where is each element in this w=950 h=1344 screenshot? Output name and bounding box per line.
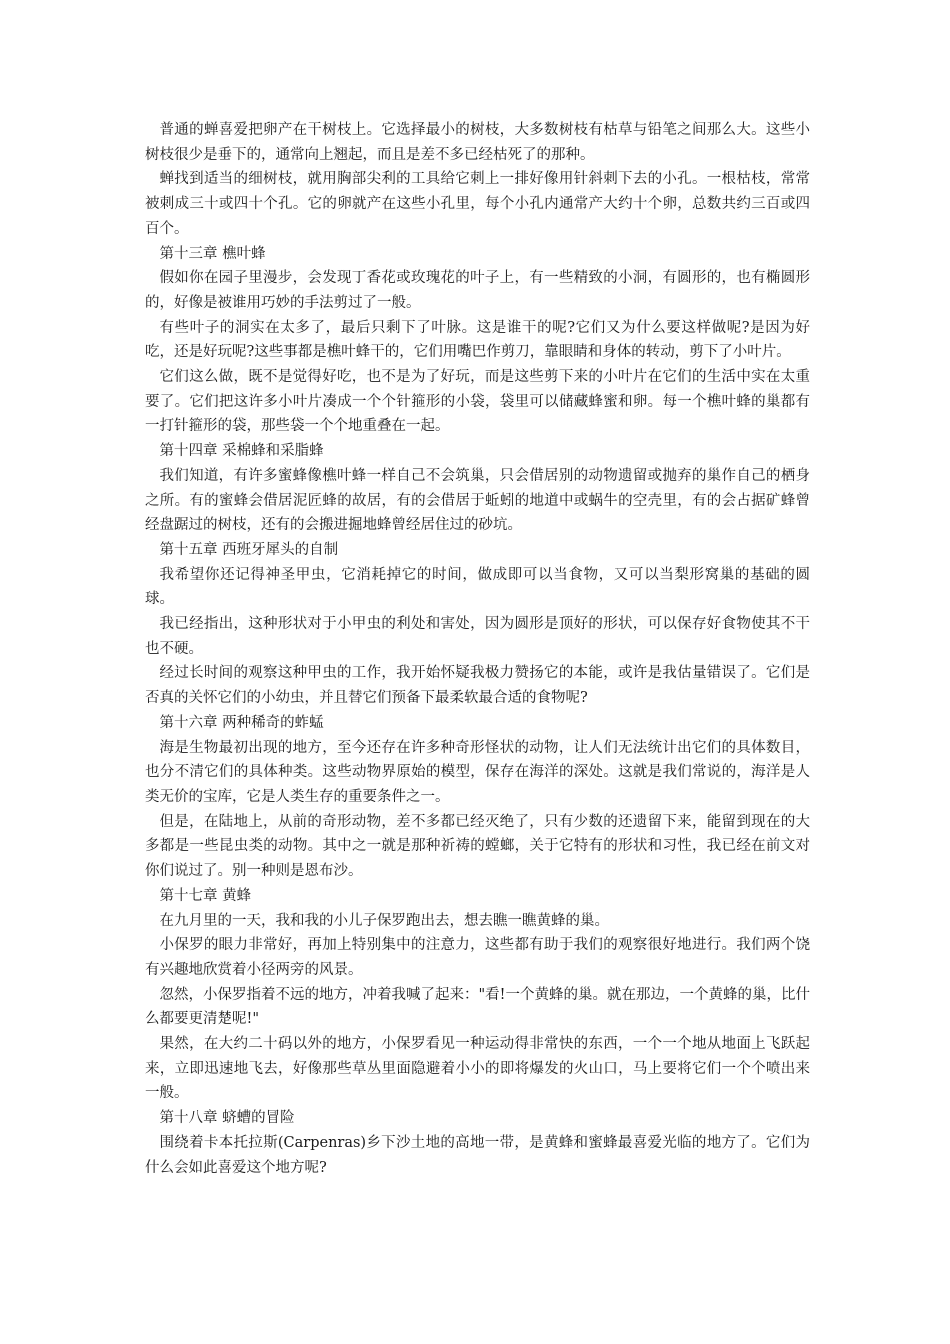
paragraph: 有些叶子的洞实在太多了，最后只剩下了叶脉。这是谁干的呢?它们又为什么要这样做呢?是因为好吃，还是好玩呢?这些事都是樵叶蜂干的，它们用嘴巴作剪刀，靠眼睛和身体的转动，剪下了小叶片。 (145, 319, 810, 361)
chapter-heading: 第十六章 两种稀奇的蚱蜢 (159, 714, 324, 731)
paragraph: 蝉找到适当的细树枝，就用胸部尖利的工具给它刺上一排好像用针斜刺下去的小孔。一根枯枝，常常被刺成三十或四十个孔。它的卵就产在这些小孔里，每个小孔内通常产大约十个卵，总数共约三百或四百个。 (145, 171, 810, 237)
chapter-heading: 第十八章 蛴螬的冒险 (159, 1110, 295, 1127)
paragraph: 经过长时间的观察这种甲虫的工作，我开始怀疑我极力赞扬它的本能，或许是我估量错误了。它们是否真的关怀它们的小幼虫，并且替它们预备下最柔软最合适的食物呢? (145, 665, 810, 707)
paragraph: 忽然，小保罗指着不远的地方，冲着我喊了起来："看!一个黄蜂的巢。就在那边，一个黄蜂的巢，比什么都要更清楚呢!" (145, 986, 810, 1028)
paragraph: 普通的蝉喜爱把卵产在干树枝上。它选择最小的树枝，大多数树枝有枯草与铅笔之间那么大。这些小树枝很少是垂下的，通常向上翘起，而且是差不多已经枯死了的那种。 (145, 122, 810, 163)
chapter-heading: 第十三章 樵叶蜂 (159, 245, 266, 262)
chapter-heading: 第十七章 黄蜂 (159, 887, 252, 904)
paragraph: 小保罗的眼力非常好，再加上特别集中的注意力，这些都有助于我们的观察很好地进行。我们两个饶有兴趣地欣赏着小径两旁的风景。 (145, 937, 810, 978)
document-body (145, 118, 810, 1180)
paragraph: 我希望你还记得神圣甲虫，它消耗掉它的时间，做成即可以当食物，又可以当梨形窝巢的基础的圆球。 (145, 566, 810, 608)
paragraph: 海是生物最初出现的地方，至今还存在许多种奇形怪状的动物，让人们无法统计出它们的具体数目，也分不清它们的具体种类。这些动物界原始的模型，保存在海洋的深处。这就是我们常说的，海洋是人类无价的宝库，它是人类生存的重要条件之一。 (145, 739, 810, 805)
paragraph: 假如你在园子里漫步，会发现丁香花或玫瑰花的叶子上，有一些精致的小洞，有圆形的，也有椭圆形的，好像是被谁用巧妙的手法剪过了一般。 (145, 270, 810, 311)
paragraph: 但是，在陆地上，从前的奇形动物，差不多都已经灭绝了，只有少数的还遗留下来，能留到现在的大多都是一些昆虫类的动物。其中之一就是那种祈祷的螳螂，关于它特有的形状和习性，我已经在前文对你们说过了。别一种则是恩布沙。 (145, 813, 810, 880)
paragraph: 我们知道，有许多蜜蜂像樵叶蜂一样自己不会筑巢，只会借居别的动物遗留或抛弃的巢作自己的栖身之所。有的蜜蜂会借居泥匠蜂的故居，有的会借居于蚯蚓的地道中或蜗牛的空壳里，有的会占据矿蜂曾经盘踞过的树枝，还有的会搬进掘地蜂曾经居住过的砂坑。 (145, 467, 810, 534)
chapter-heading: 第十五章 西班牙犀头的自制 (159, 541, 339, 558)
chapter-heading: 第十四章 采棉蜂和采脂蜂 (159, 443, 324, 460)
paragraph: 我已经指出，这种形状对于小甲虫的利处和害处，因为圆形是顶好的形状，可以保存好食物使其不干也不硬。 (145, 616, 810, 657)
paragraph: 它们这么做，既不是觉得好吃，也不是为了好玩，而是这些剪下来的小叶片在它们的生活中实在太重要了。它们把这许多小叶片凑成一个个针箍形的小袋，袋里可以储藏蜂蜜和卵。每一个樵叶蜂的巢都有一打针箍形的袋，那些袋一个个地重叠在一起。 (145, 369, 810, 435)
paragraph: 围绕着卡本托拉斯(Carpenras)乡下沙土地的高地一带，是黄蜂和蜜蜂最喜爱光临的地方了。它们为什么会如此喜爱这个地方呢? (145, 1134, 810, 1176)
paragraph: 果然，在大约二十码以外的地方，小保罗看见一种运动得非常快的东西，一个一个地从地面上飞跃起来，立即迅速地飞去，好像那些草丛里面隐避着小小的即将爆发的火山口，马上要将它们一个个喷出来一般。 (145, 1036, 810, 1102)
paragraph: 在九月里的一天，我和我的小儿子保罗跑出去，想去瞧一瞧黄蜂的巢。 (159, 912, 609, 929)
